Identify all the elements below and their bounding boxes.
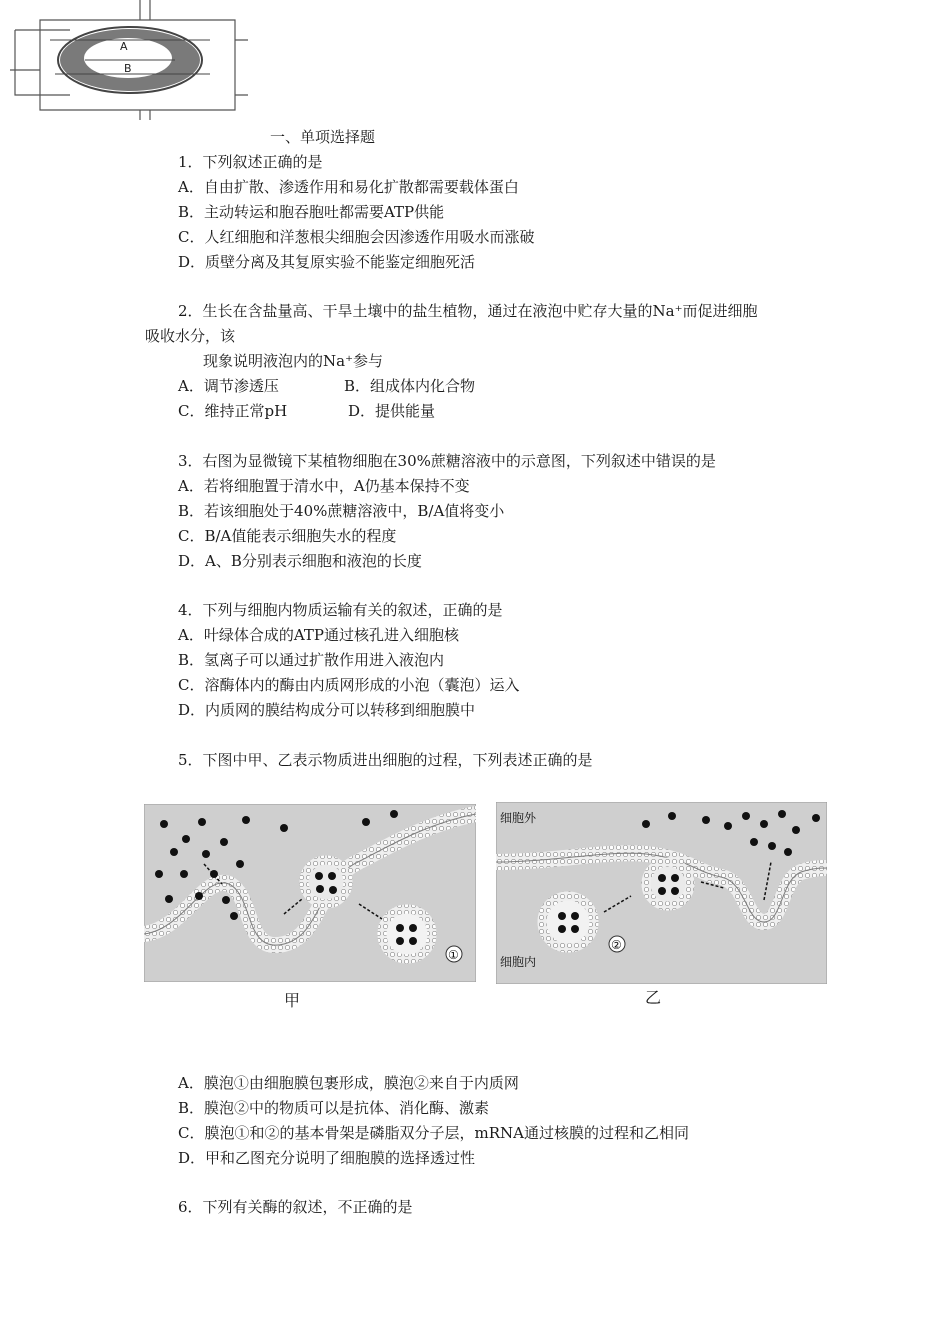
- label-a: A: [120, 40, 128, 53]
- figure-yi-caption: 乙: [645, 988, 662, 1007]
- q5-option-a: A．膜泡①由细胞膜包裹形成，膜泡②来自于内质网: [178, 1074, 519, 1092]
- section-title: 一、单项选择题: [270, 128, 376, 146]
- figure-jia: [144, 804, 476, 982]
- q2-option-c: C．维持正常pH: [178, 402, 288, 420]
- q1-option-a: A．自由扩散、渗透作用和易化扩散都需要载体蛋白: [178, 178, 519, 196]
- q3-option-a: A．若将细胞置于清水中，A仍基本保持不变: [178, 477, 470, 495]
- q1-stem: 1．下列叙述正确的是: [178, 153, 323, 171]
- q2-stem-line3: 现象说明液泡内的Na⁺参与: [203, 352, 383, 370]
- vesicle-2-label: ②: [611, 938, 622, 952]
- q5-stem: 5．下图中甲、乙表示物质进出细胞的过程，下列表述正确的是: [178, 751, 593, 769]
- q2-option-a: A．调节渗透压: [178, 377, 279, 395]
- q2-option-b: B．组成体内化合物: [344, 377, 476, 395]
- q5-option-d: D．甲和乙图充分说明了细胞膜的选择透过性: [178, 1149, 476, 1167]
- q1-option-c: C．人红细胞和洋葱根尖细胞会因渗透作用吸水而涨破: [178, 228, 535, 246]
- vesicle-1-label: ①: [448, 948, 459, 962]
- q1-option-b: B．主动转运和胞吞胞吐都需要ATP供能: [178, 203, 445, 221]
- q5-option-b: B．膜泡②中的物质可以是抗体、消化酶、激素: [178, 1099, 490, 1117]
- q4-option-c: C．溶酶体内的酶由内质网形成的小泡（囊泡）运入: [178, 676, 520, 694]
- q2-stem-line2: 吸收水分，该: [145, 327, 236, 345]
- q3-stem: 3．右图为显微镜下某植物细胞在30%蔗糖溶液中的示意图，下列叙述中错误的是: [178, 452, 716, 470]
- q1-option-d: D．质壁分离及其复原实验不能鉴定细胞死活: [178, 253, 476, 271]
- figure-jia-caption: 甲: [284, 991, 301, 1010]
- q3-option-c: C．B/A值能表示细胞失水的程度: [178, 527, 397, 545]
- q5-option-c: C．膜泡①和②的基本骨架是磷脂双分子层，mRNA通过核膜的过程和乙相同: [178, 1124, 689, 1142]
- q6-stem: 6．下列有关酶的叙述，不正确的是: [178, 1198, 413, 1216]
- q4-option-b: B．氢离子可以通过扩散作用进入液泡内: [178, 651, 445, 669]
- cell-inside-label: 细胞内: [500, 955, 537, 969]
- cell-outside-label: 细胞外: [500, 811, 537, 825]
- q3-option-d: D．A、B分别表示细胞和液泡的长度: [178, 552, 422, 570]
- figure-yi: [496, 802, 827, 984]
- q3-option-b: B．若该细胞处于40%蔗糖溶液中，B/A值将变小: [178, 502, 505, 520]
- plant-cell-diagram: [10, 0, 250, 120]
- q4-stem: 4．下列与细胞内物质运输有关的叙述，正确的是: [178, 601, 503, 619]
- q4-option-a: A．叶绿体合成的ATP通过核孔进入细胞核: [178, 626, 459, 644]
- q2-stem-line1: 2．生长在含盐量高、干旱土壤中的盐生植物，通过在液泡中贮存大量的Na⁺而促进细胞: [178, 302, 758, 320]
- q4-option-d: D．内质网的膜结构成分可以转移到细胞膜中: [178, 701, 476, 719]
- q2-option-d: D．提供能量: [348, 402, 436, 420]
- label-b: B: [124, 62, 132, 75]
